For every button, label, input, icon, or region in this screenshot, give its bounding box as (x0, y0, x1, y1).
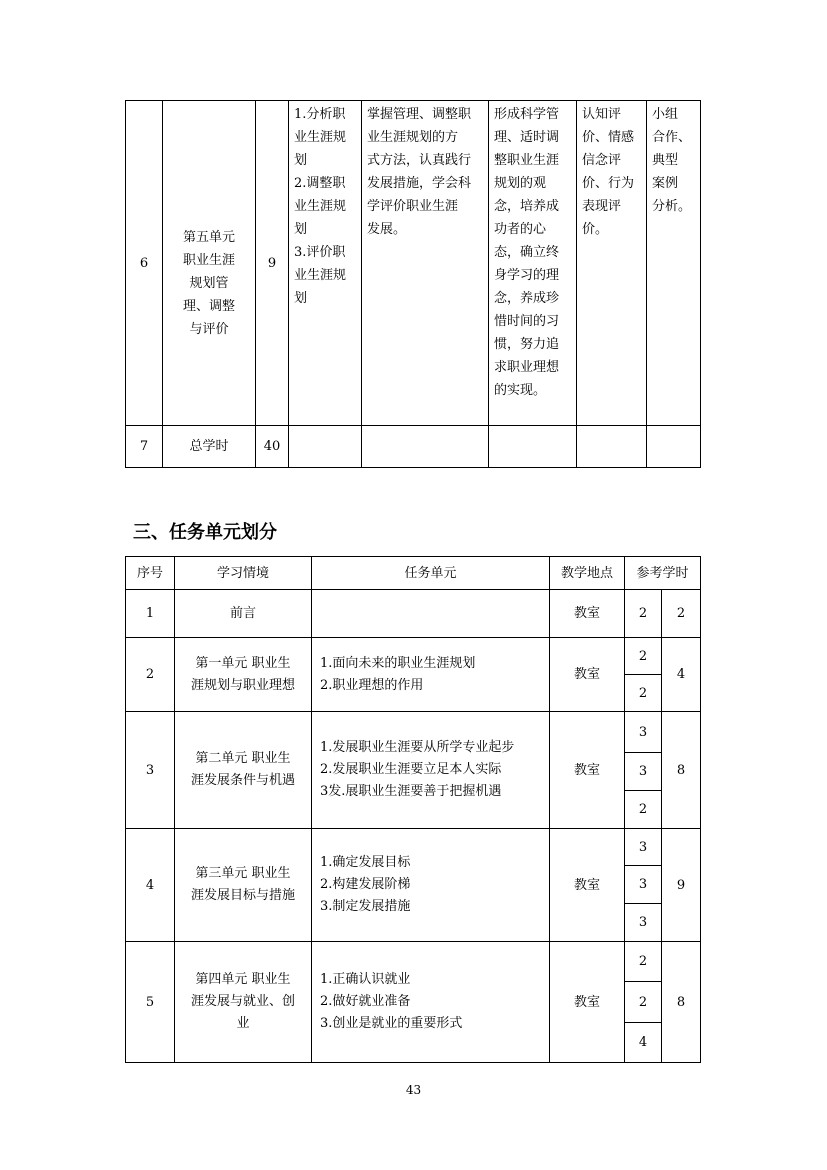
task-unit-table (125, 556, 701, 1063)
table-header-row (126, 557, 701, 590)
unit-evaluation: 认知评 价、情感 信念评 价、行为 表现评 价。 (577, 101, 647, 426)
row-sub-hours: 3 (625, 753, 662, 791)
row-number: 7 (126, 426, 163, 468)
row-place: 教室 (550, 590, 625, 638)
row-tasks (312, 590, 550, 638)
table-row (126, 712, 701, 753)
header-situation: 学习情境 (175, 557, 312, 590)
header-hours: 参考学时 (625, 557, 701, 590)
row-sub-hours: 2 (625, 638, 662, 675)
header-number: 序号 (126, 557, 175, 590)
row-number: 1 (126, 590, 175, 638)
row-situation: 第二单元 职业生 涯发展条件与机遇 (175, 712, 312, 829)
row-sub-hours: 2 (625, 590, 662, 638)
row-number: 3 (126, 712, 175, 829)
course-unit-table (125, 100, 701, 468)
row-sub-hours: 2 (625, 791, 662, 829)
total-hours-label: 总学时 (163, 426, 256, 468)
row-number: 6 (126, 101, 163, 426)
row-total-hours: 8 (662, 712, 701, 829)
row-total-hours: 9 (662, 829, 701, 942)
row-sub-hours: 2 (625, 675, 662, 712)
table-row (126, 590, 701, 638)
row-sub-hours: 3 (625, 866, 662, 904)
row-sub-hours: 3 (625, 904, 662, 942)
row-situation: 第四单元 职业生 涯发展与就业、创 业 (175, 942, 312, 1063)
table-row (126, 426, 701, 468)
header-task-unit: 任务单元 (312, 557, 550, 590)
row-place: 教室 (550, 712, 625, 829)
row-tasks: 1.正确认识就业 2.做好就业准备 3.创业是就业的重要形式 (312, 942, 550, 1063)
row-situation: 第三单元 职业生 涯发展目标与措施 (175, 829, 312, 942)
table-row (126, 942, 701, 982)
row-sub-hours: 3 (625, 712, 662, 753)
row-place: 教室 (550, 942, 625, 1063)
row-total-hours: 4 (662, 638, 701, 712)
row-sub-hours: 2 (625, 982, 662, 1023)
header-place: 教学地点 (550, 557, 625, 590)
total-hours-value: 40 (256, 426, 289, 468)
row-situation: 前言 (175, 590, 312, 638)
page-number: 43 (405, 1083, 422, 1097)
unit-quality-goal: 形成科学管 理、适时调 整职业生涯 规划的观 念，培养成 功者的心 态，确立终 身学习的理 念，养成珍 惜时间的习 惯，努力追 求职业理想 的实现。 (489, 101, 577, 426)
unit-method: 小组 合作、 典型 案例 分析。 (647, 101, 701, 426)
unit-knowledge-goal: 掌握管理、调整职 业生涯规划的方 式方法，认真践行 发展措施，学会科 学评价职业生涯 发展。 (362, 101, 489, 426)
unit-title: 第五单元 职业生涯 规划管 理、调整 与评价 (163, 101, 256, 426)
unit-hours: 9 (256, 101, 289, 426)
section-heading: 三、任务单元划分 (133, 522, 277, 543)
unit-content: 1.分析职 业生涯规 划 2.调整职 业生涯规 划 3.评价职 业生涯规 划 (289, 101, 362, 426)
row-total-hours: 2 (662, 590, 701, 638)
row-tasks: 1.发展职业生涯要从所学专业起步 2.发展职业生涯要立足本人实际 3发.展职业生涯要善于把握机遇 (312, 712, 550, 829)
row-place: 教室 (550, 829, 625, 942)
row-number: 4 (126, 829, 175, 942)
row-total-hours: 8 (662, 942, 701, 1063)
row-number: 5 (126, 942, 175, 1063)
row-sub-hours: 2 (625, 942, 662, 982)
row-sub-hours: 3 (625, 829, 662, 866)
row-sub-hours: 4 (625, 1023, 662, 1063)
row-number: 2 (126, 638, 175, 712)
table-row (126, 101, 701, 426)
row-tasks: 1.面向未来的职业生涯规划 2.职业理想的作用 (312, 638, 550, 712)
row-tasks: 1.确定发展目标 2.构建发展阶梯 3.制定发展措施 (312, 829, 550, 942)
row-place: 教室 (550, 638, 625, 712)
table-row (126, 829, 701, 866)
row-situation: 第一单元 职业生 涯规划与职业理想 (175, 638, 312, 712)
table-row (126, 638, 701, 675)
